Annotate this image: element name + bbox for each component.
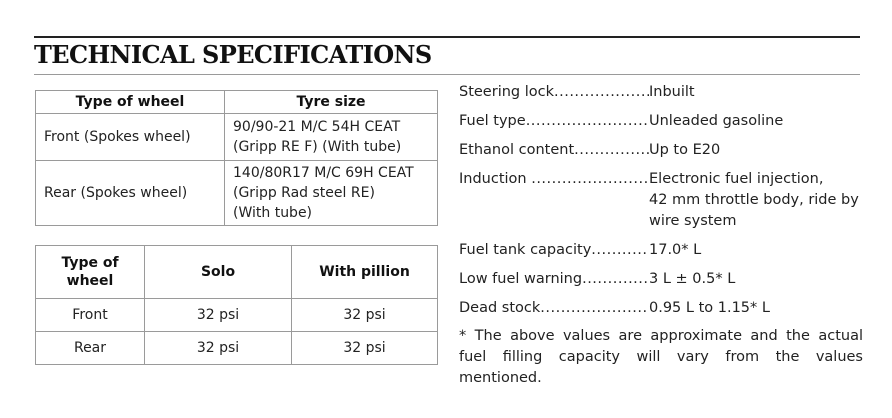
spec-value-line: 3 L ± 0.5* L [649, 271, 736, 287]
leader-dots [591, 240, 649, 261]
wheel-type-cell: Rear [36, 332, 145, 365]
spec-value [649, 82, 864, 103]
spec-value-line: Unleaded gasoline [649, 113, 784, 129]
spec-label: Steering lock [459, 84, 554, 100]
spec-value [649, 140, 864, 161]
leader-dots [582, 269, 649, 290]
spec-item [459, 111, 864, 132]
spec-label-wrap [459, 269, 649, 290]
spec-label: Ethanol content [459, 142, 575, 158]
spec-label-wrap [459, 298, 649, 319]
title-top-rule [34, 36, 860, 38]
tyre-size-table [35, 90, 438, 226]
solo-pressure-cell: 32 psi [145, 332, 292, 365]
leader-dots [526, 111, 649, 132]
pillion-pressure-cell: 32 psi [292, 299, 438, 332]
spec-value-line: Inbuilt [649, 84, 695, 100]
spec-list [459, 82, 864, 319]
tyre-size-line: 140/80R17 M/C 69H CEAT [233, 165, 414, 181]
table-row [36, 114, 438, 161]
footnote: * The above values are approximate and the actual fuel filling capacity will vary from the values mentioned. [459, 328, 863, 386]
column-header-type-of-wheel [36, 246, 145, 299]
spec-item [459, 169, 864, 232]
column-header-with-pillion: With pillion [292, 246, 438, 299]
spec-label: Low fuel warning [459, 271, 583, 287]
spec-item [459, 140, 864, 161]
header-line: wheel [66, 273, 114, 289]
spec-label-wrap [459, 82, 649, 103]
tyre-size-line: (With tube) [233, 205, 313, 221]
spec-value-line: Electronic fuel injection, [649, 171, 824, 187]
tyre-size-line: 90/90-21 M/C 54H CEAT [233, 119, 401, 135]
column-header-type-of-wheel: Type of wheel [36, 91, 225, 114]
header-line: Type of [61, 255, 119, 271]
spec-item [459, 82, 864, 103]
solo-pressure-cell: 32 psi [145, 299, 292, 332]
table-row [36, 299, 438, 332]
tyre-pressure-table [35, 245, 438, 365]
spec-label-wrap [459, 111, 649, 132]
spec-item [459, 240, 864, 261]
wheel-type-cell: Front (Spokes wheel) [36, 114, 225, 161]
spec-label-wrap [459, 169, 649, 190]
wheel-type-cell: Rear (Spokes wheel) [36, 161, 225, 226]
spec-value-line: Up to E20 [649, 142, 721, 158]
leader-dots [574, 140, 649, 161]
spec-value-line: 17.0* L [649, 242, 702, 258]
spec-item [459, 269, 864, 290]
spec-value [649, 169, 864, 232]
tyre-size-line: (Gripp RE F) (With tube) [233, 139, 402, 155]
leader-dots [554, 82, 649, 103]
spec-item [459, 298, 864, 319]
pillion-pressure-cell: 32 psi [292, 332, 438, 365]
spec-value-line: wire system [649, 213, 737, 229]
spec-label: Dead stock [459, 300, 541, 316]
leader-dots [540, 298, 649, 319]
leader-dots [531, 169, 649, 190]
spec-label-wrap [459, 240, 649, 261]
table-header-row [36, 91, 438, 114]
tyre-size-cell [225, 114, 438, 161]
column-header-solo: Solo [145, 246, 292, 299]
table-row [36, 332, 438, 365]
spec-value-line: 0.95 L to 1.15* L [649, 300, 770, 316]
tyre-size-line: (Gripp Rad steel RE) [233, 185, 375, 201]
page-title: TECHNICAL SPECIFICATIONS [34, 40, 432, 69]
spec-label: Fuel type [459, 113, 526, 129]
spec-value-line: 42 mm throttle body, ride by [649, 192, 859, 208]
table-header-row [36, 246, 438, 299]
spec-label: Induction [459, 171, 532, 187]
column-header-tyre-size: Tyre size [225, 91, 438, 114]
spec-value [649, 298, 864, 319]
spec-label-wrap [459, 140, 649, 161]
spec-label: Fuel tank capacity [459, 242, 592, 258]
spec-value [649, 240, 864, 261]
title-bottom-rule [34, 74, 860, 75]
wheel-type-cell: Front [36, 299, 145, 332]
spec-value [649, 111, 864, 132]
table-row [36, 161, 438, 226]
spec-value [649, 269, 864, 290]
tyre-size-cell [225, 161, 438, 226]
